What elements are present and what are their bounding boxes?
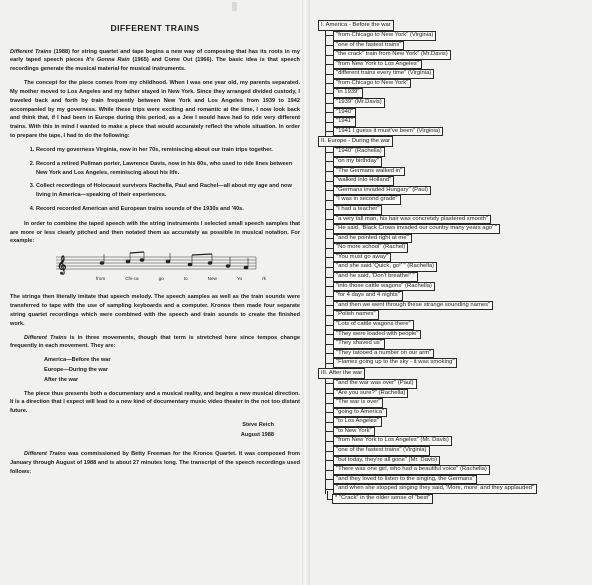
list-item: Europe—During the war bbox=[44, 367, 109, 374]
list-item: "walked into Holland" bbox=[326, 176, 588, 186]
quote-list bbox=[325, 379, 588, 494]
list-item: 1. Record my governess Virginia, now in her 70s, reminiscing about our train trips together. bbox=[36, 146, 300, 155]
list-item: "and when she stopped singing they said, 'More, more' and they applauded" bbox=[326, 484, 588, 494]
signature-date: August 1988 bbox=[240, 431, 274, 438]
list-item: "in 1939" bbox=[326, 88, 588, 98]
list-item: "and he said, 'Don't breathe!' " bbox=[326, 272, 588, 282]
list-item: "They tatooed a number on our arm" bbox=[326, 349, 588, 359]
list-item: "going to America" bbox=[326, 408, 588, 418]
svg-text:𝄞: 𝄞 bbox=[57, 255, 67, 275]
list-item: "Polish names" bbox=[326, 310, 588, 320]
list-item: "1940" (Rachella) bbox=[326, 147, 588, 157]
list-item: "into those cattle wagons" (Rachella) bbox=[326, 282, 588, 292]
list-item: "He said, 'Black Crows invaded our country many years ago' " bbox=[326, 224, 588, 234]
staff-lyrics: from Chi-ca go to New Yo rk bbox=[96, 276, 266, 282]
quote-list bbox=[325, 147, 588, 368]
strings-paragraph: The strings then literally imitate that speech melody. The speech samples as well as the train sounds were transferred to tape with the use of sampling keyboards and a computer. Kronos then made four separate string quartet recordings which were combined with the speech and train sounds to create the finished work. bbox=[10, 294, 300, 327]
page-fold bbox=[302, 0, 310, 585]
music-staff-example bbox=[50, 251, 266, 283]
list-item: "and they loved to listen to the singing, the Germans" bbox=[326, 475, 588, 485]
list-item: America—Before the war bbox=[44, 357, 111, 364]
list-item: "You must go away" bbox=[326, 253, 588, 263]
list-item: "Lots of cattle wagons there" bbox=[326, 320, 588, 330]
list-item: "different trains every time" (Virginia) bbox=[326, 69, 588, 79]
transcript-section-america bbox=[318, 20, 588, 136]
list-item: "to New York" bbox=[326, 427, 588, 437]
list-item: "a very tall man, his hair was concretely plastered smooth" bbox=[326, 215, 588, 225]
closing-paragraph: The piece thus presents both a documentary and a musical reality, and begins a new musical direction. It is a direction that I expect will lead to a new kind of documentary music video theater in the not too distant future. bbox=[10, 390, 300, 415]
work-title: Different Trains bbox=[10, 48, 52, 55]
page-title: DIFFERENT TRAINS bbox=[110, 23, 200, 33]
movements-list bbox=[10, 356, 300, 385]
list-item: "There was one girl, who had a beautiful voice" (Rachella) bbox=[326, 465, 588, 475]
concept-paragraph: The concept for the piece comes from my childhood. When I was one year old, my parents separated. My mother moved to Los Angeles and my father stayed in New York. Since they arranged divided custody, I traveled back and forth by train frequently between New York and Los Angeles from 1939 to 1942 accompanied by my governess. While these trips were exciting and romantic at the time, I now look back and think that, if I had been in Europe during this period, as a Jew I would have had to ride very different trains. With this in mind I wanted to make a piece that would accurately reflect the whole situation. In order to prepare the tape, I had to do the following: bbox=[10, 80, 300, 140]
list-item: "from New York to Los Angeles" (Mr. Davis) bbox=[326, 436, 588, 446]
list-item: "I was in second grade" bbox=[326, 195, 588, 205]
tape-steps-list bbox=[10, 146, 300, 214]
list-item: 2. Record a retired Pullman porter, Lawrence Davis, now in his 80s, who used to ride lines between New York and Los Angeles, reminiscing about his life. bbox=[36, 160, 300, 178]
list-item: "Are you sure?" (Rachella) bbox=[326, 389, 588, 399]
music-staff-icon bbox=[50, 251, 260, 275]
list-item: "Germans invaded Hungary" (Paul) bbox=[326, 186, 588, 196]
intro-paragraph: Different Trains (1988) for string quartet and tape begins a new way of composing that has its roots in my early taped speech pieces It's Gonna Rain (1965) and Come Out (1966). The basic idea is that speech recordings generate the musical material for musical instruments. bbox=[10, 48, 300, 73]
list-item: After the war bbox=[44, 376, 79, 383]
section-heading: II. Europe - During the war bbox=[318, 136, 393, 147]
list-item: "the crack" train from New York" (Mr.Davis) bbox=[326, 50, 588, 60]
transcript-column bbox=[318, 20, 588, 504]
footnote: * "Crack" in the older sense of "best" bbox=[318, 494, 588, 504]
list-item: "on my birthday" bbox=[326, 157, 588, 167]
list-item: "from Chicago to New York" (Virginia) bbox=[326, 31, 588, 41]
list-item: "and the war was over" (Paul) bbox=[326, 379, 588, 389]
list-item: "Flames going up to the sky - it was smoking" bbox=[326, 358, 588, 368]
list-item: "and then we went through these strange sounding names" bbox=[326, 301, 588, 311]
section-heading: I. America - Before the war bbox=[318, 20, 394, 31]
list-item: "one of the fastest trains" bbox=[326, 41, 588, 51]
signature bbox=[10, 421, 300, 440]
list-item: "I had a teacher" bbox=[326, 205, 588, 215]
list-item: "The war is over" bbox=[326, 398, 588, 408]
list-item: 4. Record recorded American and European trains sounds of the 1930s and '40s. bbox=[36, 205, 300, 214]
method-paragraph: In order to combine the taped speech with the string instruments I selected small speech samples that are more or less clearly pitched and then notated them as accurately as possible in musical notation. For example: bbox=[10, 220, 300, 245]
list-item: "from New York to Los Angeles" bbox=[326, 60, 588, 70]
list-item: "for 4 days and 4 nights" bbox=[326, 291, 588, 301]
transcript-section-after bbox=[318, 368, 588, 504]
list-item: "1939" (Mr.Davis) bbox=[326, 98, 588, 108]
list-item: "and she said 'Quick, go!' " (Rachella) bbox=[326, 262, 588, 272]
list-item: "but today, they're all gone" (Mr. Davis) bbox=[326, 456, 588, 466]
list-item: "They were loaded with people" bbox=[326, 330, 588, 340]
list-item: "The Germans walked in" bbox=[326, 167, 588, 177]
list-item: "from Chicago to New York" bbox=[326, 79, 588, 89]
list-item: "They shaved us" bbox=[326, 339, 588, 349]
list-item: "1940" bbox=[326, 108, 588, 118]
list-item: "No more school" (Rachel) bbox=[326, 243, 588, 253]
commission-paragraph: Different Trains was commissioned by Betty Freeman for the Kronos Quartet. It was composed from January through August of 1988 and is about 27 minutes long. The transcript of the speech recordings used follows: bbox=[10, 451, 300, 475]
list-item: "1941 I guess it must've been" (Virginia) bbox=[326, 127, 588, 137]
list-item: 3. Collect recordings of Holocaust survivors Rachella, Paul and Rachel—all about my age and now living in America—speaking of their experiences. bbox=[36, 182, 300, 200]
movements-paragraph: Different Trains is in three movements, though that term is stretched here since tempos change frequently in each movement. They are: bbox=[10, 334, 300, 350]
list-item: "one of the fastest trains" (Virginia) bbox=[326, 446, 588, 456]
signature-name: Steve Reich bbox=[242, 422, 274, 429]
quote-list bbox=[325, 31, 588, 137]
list-item: "and he pointed right at me" bbox=[326, 234, 588, 244]
punch-mark bbox=[232, 2, 237, 11]
section-heading: III. After the war bbox=[318, 368, 365, 379]
essay-column bbox=[10, 22, 300, 482]
list-item: "to Los Angeles" bbox=[326, 417, 588, 427]
list-item: "1941" bbox=[326, 117, 588, 127]
transcript-section-europe bbox=[318, 136, 588, 368]
